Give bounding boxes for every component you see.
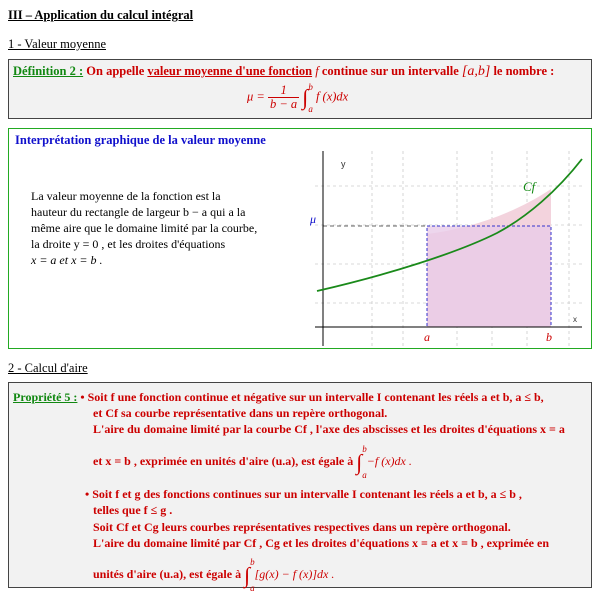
property-b2-line-4: L'aire du domaine limité par Cf , Cg et les droites d'équations x = a et x = b , exprimée en xyxy=(93,536,549,550)
property-b2-line-3: Soit Cf et Cg leurs courbes représentatives respectives dans un repère orthogonal. xyxy=(93,520,511,534)
b2-lower: a xyxy=(250,583,255,593)
mean-rectangle xyxy=(427,226,551,327)
definition-sentence xyxy=(13,64,554,80)
x-axis-label: x xyxy=(573,315,577,324)
integral-upper: b xyxy=(308,81,313,92)
integral-sign: ∫ xyxy=(302,84,309,110)
graph-text-line-3: même aire que le domaine limité par la courbe, xyxy=(31,221,258,235)
property-b1-line-1: • Soit f une fonction continue et négative sur un intervalle I contenant les réels a et b, a ≤ b, xyxy=(80,390,544,404)
property-first-line xyxy=(13,390,544,405)
y-axis-label: y xyxy=(341,159,346,169)
property-b2-line-1: • Soit f et g des fonctions continues sur un intervalle I contenant les réels a et b, a ≤ b , xyxy=(85,487,522,501)
fraction xyxy=(268,84,299,111)
property-b2-integral: ∫ b a [g(x) − f (x)]dx . xyxy=(244,557,335,593)
b1-upper: b xyxy=(362,444,367,454)
b2-upper: b xyxy=(250,557,255,567)
property-b1-line-4 xyxy=(93,444,412,480)
b-label: b xyxy=(546,330,552,344)
definition-box xyxy=(8,59,592,119)
property-b1-integral: ∫ b a −f (x)dx . xyxy=(356,444,412,480)
integrand: f (x)dx xyxy=(315,89,349,104)
a-label: a xyxy=(424,330,430,344)
mean-value-graph xyxy=(307,151,587,347)
b1-integrand: −f (x)dx . xyxy=(366,453,412,468)
b2-integrand: [g(x) − f (x)]dx . xyxy=(254,566,335,581)
graph-text-line-2: hauteur du rectangle de largeur b − a qui a la xyxy=(31,205,246,219)
property-b2-line-2: telles que f ≤ g . xyxy=(93,503,173,517)
mu-equals: μ = xyxy=(247,89,265,104)
property-b1-line-3: L'aire du domaine limité par la courbe Cf , l'axe des abscisses et les droites d'équations x = a xyxy=(93,422,565,436)
b1-lower: a xyxy=(362,470,367,480)
subsection-calcul-aire: 2 - Calcul d'aire xyxy=(8,361,88,375)
definition-interval: [a,b] xyxy=(461,64,491,79)
property-b2-line-5 xyxy=(93,557,335,593)
property-b1-line-4-text: et x = b , exprimée en unités d'aire (u.a), est égale à xyxy=(93,453,354,468)
fraction-denominator: b − a xyxy=(269,97,298,111)
property-b1-line-2: et Cf sa courbe représentative dans un repère orthogonal. xyxy=(93,406,388,420)
property-label: Propriété 5 : xyxy=(13,390,78,404)
definition-term: valeur moyenne d'une fonction xyxy=(147,64,313,78)
property-box xyxy=(8,382,592,593)
subsection-valeur-moyenne: 1 - Valeur moyenne xyxy=(8,37,107,51)
section-title: III – Application du calcul intégral xyxy=(8,8,194,22)
graphical-interpretation-box xyxy=(8,128,592,349)
graph-heading: Interprétation graphique de la valeur moyenne xyxy=(15,133,266,147)
mean-formula xyxy=(247,81,349,114)
mu-label: μ xyxy=(310,212,317,226)
definition-text-mid: continue sur un intervalle xyxy=(321,64,459,78)
definition-label: Définition 2 : xyxy=(13,64,84,78)
integral-lower: a xyxy=(308,103,313,114)
curve-label: Cf xyxy=(523,179,536,194)
definition-text-before: On appelle xyxy=(86,64,145,78)
fraction-numerator: 1 xyxy=(268,84,299,98)
definition-text-end: le nombre : xyxy=(493,64,555,78)
graph-text-line-4: la droite y = 0 , et les droites d'équations xyxy=(31,237,226,251)
property-b2-line-5-text: unités d'aire (u.a), est égale à xyxy=(93,566,242,581)
graph-text-line-5: x = a et x = b . xyxy=(31,253,103,267)
definition-f: f xyxy=(315,64,319,78)
graph-text-line-1: La valeur moyenne de la fonction est la xyxy=(31,189,221,203)
